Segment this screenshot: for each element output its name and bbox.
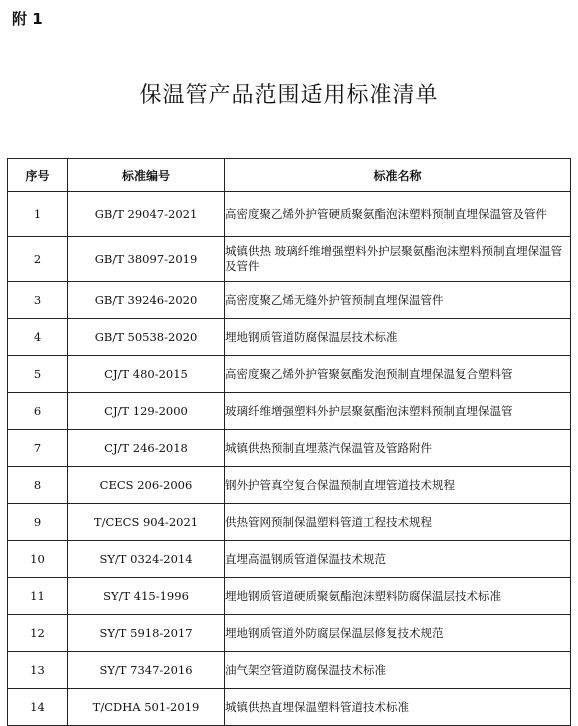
row-standard-code: GB/T 50538-2020 <box>68 319 225 356</box>
row-serial-number: 3 <box>8 282 68 319</box>
row-standard-name: 城镇供热直埋保温塑料管道技术标准 <box>225 689 571 726</box>
row-serial-number: 4 <box>8 319 68 356</box>
table-row <box>8 192 571 237</box>
table-row <box>8 578 571 615</box>
table-row <box>8 504 571 541</box>
row-standard-code: GB/T 38097-2019 <box>68 237 225 282</box>
row-standard-code: T/CECS 904-2021 <box>68 504 225 541</box>
row-standard-code: T/CDHA 501-2019 <box>68 689 225 726</box>
row-standard-name: 高密度聚乙烯外护管聚氨酯发泡预制直埋保温复合塑料管 <box>225 356 571 393</box>
row-serial-number: 13 <box>8 652 68 689</box>
table-row <box>8 356 571 393</box>
table-row <box>8 237 571 282</box>
row-serial-number: 1 <box>8 192 68 237</box>
row-standard-code: SY/T 415-1996 <box>68 578 225 615</box>
row-standard-code: GB/T 29047-2021 <box>68 192 225 237</box>
row-standard-name: 埋地钢质管道外防腐层保温层修复技术规范 <box>225 615 571 652</box>
row-standard-code: CJ/T 480-2015 <box>68 356 225 393</box>
table-row <box>8 615 571 652</box>
row-standard-name: 高密度聚乙烯外护管硬质聚氨酯泡沫塑料预制直埋保温管及管件 <box>225 192 571 237</box>
row-standard-code: SY/T 0324-2014 <box>68 541 225 578</box>
table-row <box>8 541 571 578</box>
table-row <box>8 467 571 504</box>
row-standard-code: CJ/T 129-2000 <box>68 393 225 430</box>
row-standard-name: 城镇供热预制直埋蒸汽保温管及管路附件 <box>225 430 571 467</box>
row-serial-number: 8 <box>8 467 68 504</box>
row-standard-name: 直埋高温钢质管道保温技术规范 <box>225 541 571 578</box>
row-standard-name: 高密度聚乙烯无缝外护管预制直埋保温管件 <box>225 282 571 319</box>
row-serial-number: 6 <box>8 393 68 430</box>
document-title: 保温管产品范围适用标准清单 <box>139 83 439 108</box>
row-standard-name: 玻璃纤维增强塑料外护层聚氨酯泡沫塑料预制直埋保温管 <box>225 393 571 430</box>
row-serial-number: 2 <box>8 237 68 282</box>
row-standard-code: CJ/T 246-2018 <box>68 430 225 467</box>
header-standard-code: 标准编号 <box>68 159 225 192</box>
row-serial-number: 5 <box>8 356 68 393</box>
header-standard-name: 标准名称 <box>225 159 571 192</box>
row-serial-number: 9 <box>8 504 68 541</box>
row-serial-number: 10 <box>8 541 68 578</box>
row-standard-name: 钢外护管真空复合保温预制直埋管道技术规程 <box>225 467 571 504</box>
row-serial-number: 14 <box>8 689 68 726</box>
table-row <box>8 393 571 430</box>
row-serial-number: 7 <box>8 430 68 467</box>
row-standard-name: 城镇供热 玻璃纤维增强塑料外护层聚氨酯泡沫塑料预制直埋保温管及管件 <box>225 237 571 282</box>
table-header-row <box>8 159 571 192</box>
row-standard-code: SY/T 5918-2017 <box>68 615 225 652</box>
row-serial-number: 12 <box>8 615 68 652</box>
row-standard-code: SY/T 7347-2016 <box>68 652 225 689</box>
row-standard-code: GB/T 39246-2020 <box>68 282 225 319</box>
annex-label: 附 1 <box>12 10 43 28</box>
header-serial-number: 序号 <box>8 159 68 192</box>
table-row <box>8 319 571 356</box>
row-standard-name: 埋地钢质管道硬质聚氨酯泡沫塑料防腐保温层技术标准 <box>225 578 571 615</box>
row-standard-code: CECS 206-2006 <box>68 467 225 504</box>
standards-table <box>7 158 571 726</box>
row-standard-name: 油气架空管道防腐保温技术标准 <box>225 652 571 689</box>
row-standard-name: 供热管网预制保温塑料管道工程技术规程 <box>225 504 571 541</box>
row-serial-number: 11 <box>8 578 68 615</box>
row-standard-name: 埋地钢质管道防腐保温层技术标准 <box>225 319 571 356</box>
table-row <box>8 282 571 319</box>
table-row <box>8 689 571 726</box>
table-row <box>8 430 571 467</box>
